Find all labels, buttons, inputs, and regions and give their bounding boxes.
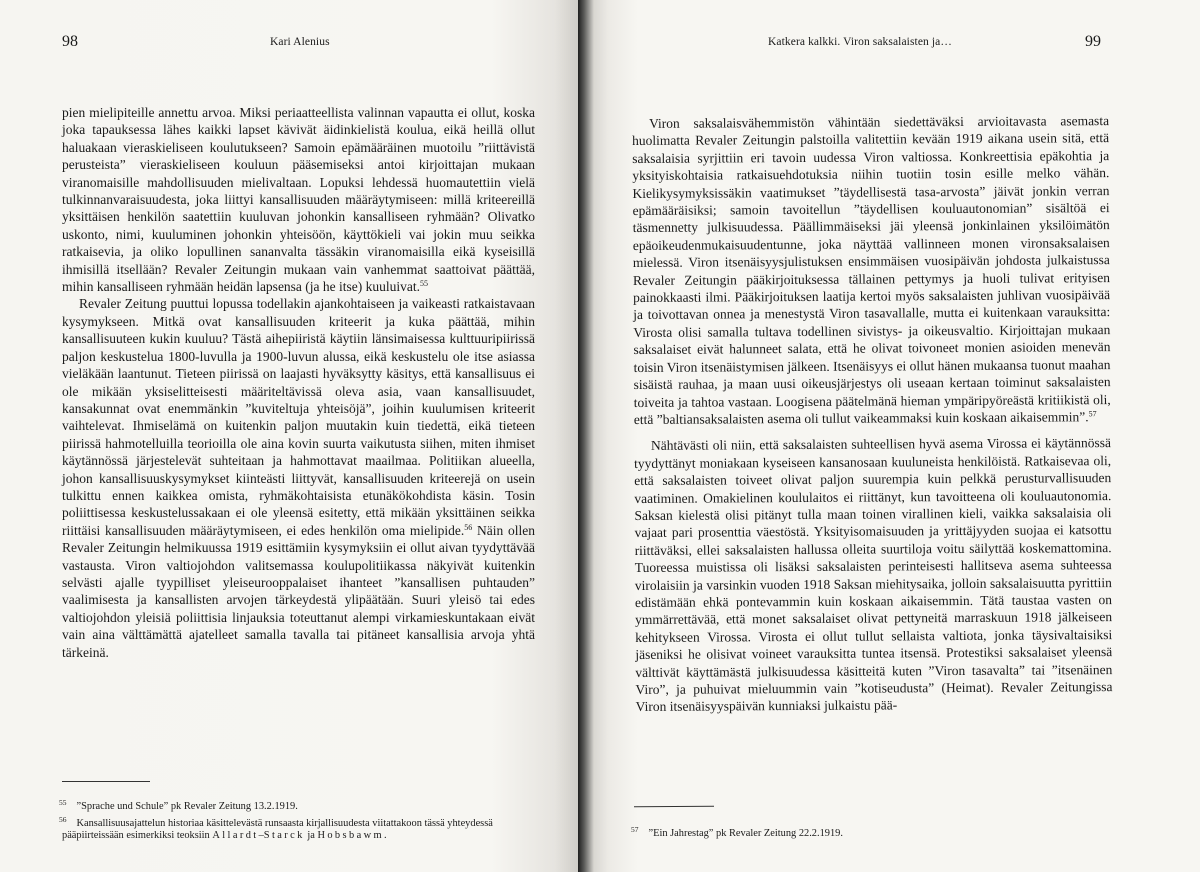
paragraph bbox=[62, 295, 535, 661]
paragraph bbox=[62, 104, 535, 295]
paragraph-text: pien mielipiteille annettu arvoa. Miksi periaatteellista valinnan vapautta ei ollut, koska joka tapauksessa lähes kaikki lapset kävivät äidinkielistä koulua, eikä heillä ollut haluakaan vieraskieliseen koulutukseen? Samoin epämääräinen muotoilu ”riittävistä perusteista” vieraskieliseen kouluun pääsemiseksi antoi kirjoittajan mukaan viranomaisille mahdollisuuden mielivaltaan. Lopuksi lehdessä huomautettiin vielä tulkinnanvaraisuudesta, joka liittyi kansallisuuden määräytymiseen: millä kriteereillä yksittäisen henkilön saatettiin kuuluvan johonkin kansalliseen ryhmään? Olivatko uskonto, nimi, kuuluminen johonkin yhteisöön, käyttökieli vai jokin muu seikka ratkaisevia, ja oliko lopullinen sananvalta tässäkin viranomaisilla eikä kyseisillä ihmisillä itsellään? Revaler Zeitungin mukaan vain vanhemmat saattoivat päättää, mihin kansalliseen ryhmään heidän lapsensa (ja he itse) kuuluivat. bbox=[62, 105, 535, 295]
running-head: Katkera kalkki. Viron saksalaisten ja… bbox=[768, 36, 952, 48]
footnote-text: ”Sprache und Schule” pk Revaler Zeitung 13.2.1919. bbox=[76, 801, 298, 812]
paragraph-text: Näin ollen Revaler Zeitungin helmikuussa 1919 esittämiin kysymyksiin ei ollut aivan tyydyttävää vastausta. Viron valtiojohdon valitsemassa koulupolitiikassa näkyivät kuitenkin selvästi ajalle tyypilliset yleiseurooppalaiset ihanteet ”kansallisen puhtauden” vaalimisesta ja kansallisten arvojen tärkeydestä ylipäätään. Suuri yleisö tai edes valtiojohdon yleisiä poliittisia linjauksia toteuttanut alempi virkamieskuntakaan eivät vain aina välttämättä ajatelleet samalla tavalla tai pitäneet kansallisia arvoja yhtä tärkeinä. bbox=[62, 522, 535, 660]
right-page bbox=[578, 0, 1200, 872]
footnote-mark: 55 bbox=[59, 798, 67, 807]
footnote-ref: 57 bbox=[1088, 409, 1097, 419]
running-head: Kari Alenius bbox=[270, 36, 330, 48]
footnote-ref: 56 bbox=[464, 522, 473, 532]
footnote-mark: 57 bbox=[631, 825, 639, 834]
paragraph-text: Viron saksalaisvähemmistön vähintään siedettäväksi arvioitavasta asemasta huolimatta Revaler Zeitungin palstoilla valitettiin kevään 1919 aikana usein sitä, että saksalaisia syrjittiin eri tavoin uudessa Viron valtiossa. Konkreettisia epäkohtia ja yksityiskohtaisia ratkaisuehdotuksia niihin tuotiin tosin esille melko vähän. Kielikysymyksissäkin vaatimukset ”täydellisestä tasa-arvosta” jäivät jonkin verran epämääräisiksi; samoin tavoitellun ”täydellisen kouluautonomian” sisältöä ei täsmennetty julkisuudessa. Päällimmäiseksi jäi yleensä jonkinlainen yksilöimätön epäoikeudenmukaisuudentunne, joka näyttää vallinneen monen vironsaksalaisen mielessä. Viron itsenäisyysjulistuksen ensimmäisen vuosipäivän johdosta julkaistussa Revaler Zeitungin pääkirjoituksessa tällainen pettymys ja huoli tulivat erityisen painokkaasti ilmi. Pääkirjoituksen laatija kertoi myös saksalaisten juhlivan vuosipäivää ja toivottavan onnea ja menestystä Viron tasavallalle, mutta ei kuitenkaan varauksitta: Virosta olisi samalla tultava todellinen sivistys- ja oikeusvaltio. Kirjoittajan mukaan saksalaiset eivät halunneet salata, että he olivat toivoneet monien asioiden menevän toisin Viron itsenäistymisen jälkeen. Itsenäisyys ei ollut hänen mukaansa tuonut maahan sisäistä rauhaa, ja maan uusi oikeusjärjestys oli useaan kertaan toiminut saksalaisten toiveita ja tahtoa vastaan. Loogisena päätelmänä hieman ympäripyöreästä kritiikistä oli, että ”baltiansaksalaisten asema oli tullut vaikeammaksi kuin koskaan aikaisemmin”. bbox=[632, 113, 1111, 427]
footnote-text: – bbox=[258, 830, 264, 842]
footnotes bbox=[59, 797, 532, 843]
author-name: Hobsbawm bbox=[317, 830, 384, 842]
footnote-ref: 55 bbox=[420, 279, 429, 289]
body-text bbox=[632, 112, 1113, 716]
author-name: Allardt bbox=[212, 830, 259, 842]
page-number: 98 bbox=[62, 33, 78, 50]
left-page bbox=[0, 0, 578, 872]
paragraph bbox=[634, 434, 1113, 715]
body-text bbox=[62, 104, 535, 661]
footnotes bbox=[631, 824, 1034, 841]
page-number: 99 bbox=[1085, 33, 1101, 50]
footnote bbox=[59, 814, 532, 843]
paragraph bbox=[632, 112, 1111, 428]
footnote-mark: 56 bbox=[59, 814, 67, 824]
footnote-text: ja bbox=[304, 830, 318, 842]
footnote-rule bbox=[634, 806, 714, 807]
footnote-rule bbox=[62, 781, 150, 782]
author-name: Starck bbox=[263, 830, 305, 842]
footnote bbox=[631, 824, 1034, 841]
footnote-text: . bbox=[383, 830, 387, 842]
paragraph-text: Revaler Zeitung puuttui lopussa todellakin ajankohtaiseen ja vaikeasti ratkaistavaan kysymykseen. Mitkä ovat kansallisuuden kriteerit ja kuka päättää, mihin kansallisuuteen kukin kuuluu? Tästä aihepiiristä käytiin länsimaisessa kulttuuripiirissä paljon keskustelua 1800-luvulla ja 1900-luvun alussa, eikä keskustelu ole itse asiassa vieläkään laantunut. Tieteen piirissä on laajasti hyväksytty käsitys, että kansallisuus ei ole mikään yksiselitteisesti määriteltävissä oleva asia, vaan kansallisuudet, kansakunnat ovat enemmänkin ”kuviteltuja yhteisöjä”, joihin kuulumisen kriteerit vaihtelevat. Ihmiselämä on kuitenkin paljon muutakin kuin tiedettä, eikä tieteen piirissä hahmotelluilla teorioilla ole aina kovin suurta vaikutusta siihen, miten ihmiset käytännössä järjestelevät suhteitaan ja hahmottavat maailmaa. Politiikan alueella, johon kansallisuuskysymykset kiinteästi liittyvät, kansallisuuden kriteerejä on usein tulkittu ennen kaikkea omista, ryhmäkohtaisista etunäkökohdista käsin. Tosin poliittisessa keskustelussakaan ei ole yleensä esitetty, että mikään yksittäinen seikka riittäisi kansallisuuden määräytymiseen, ei edes henkilön oma mielipide. bbox=[62, 296, 535, 538]
footnote-text: Kansallisuusajattelun historiaa käsittelevästä runsaasta kirjallisuudesta viitattakoon tässä yhteydessä pääpiirteissään esimerkiksi teoksiin bbox=[62, 817, 493, 842]
paragraph-text: Nähtävästi oli niin, että saksalaisten suhteellisen hyvä asema Virossa ei käytännössä tyydyttänyt moniakaan kyseiseen kansanosaan kuuluneista henkilöistä. Ratkaisevaa oli, että saksalaisten toiveet olivat paljon suurempia kuin pelkkä perusturvallisuuden vaatiminen. Omakielinen koululaitos ei riittänyt, kun tavoitteena oli kouluautonomia. Saksan kielestä olisi pitänyt tulla maan toinen virallinen kieli, vaikka saksalaisia oli vajaat pari prosenttia väestöstä. Yksityisomaisuuden ja yrittäjyyden suojaa ei katsottu riittäväksi, ellei saksalaisten hallussa olleita suurtiloja voitu säilyttää koskemattomina. Tuoreessa muistissa oli lisäksi saksalaisten perinteisesti hallitseva asema suhteessa virolaisiin ja varsinkin vuoden 1918 Saksan miehitysaika, jolloin saksalaisuutta pyrittiin edistämään ehkä pontevammin kuin koskaan aikaisemmin. Tätä taustaa vasten on ymmärrettävää, että monet saksalaiset olivat pettyneitä marraskuun 1918 jälkeiseen kehitykseen Virossa. Virosta ei ollut tullut sellaista valtiota, jonka täysivaltaisiksi jäseniksi he olisivat voineet varauksitta tuntea itsensä. Protestiksi saksalaiset yleensä välttivät käyttämästä julkisuudessa käsitteitä kuten ”Viron tasavalta” tai ”itsenäinen Viro”, ja puhuivat mieluummin vain ”kotiseudusta” (Heimat). Revaler Zeitungissa Viron itsenäisyyspäivän kunniaksi julkaistu pää- bbox=[634, 435, 1113, 715]
footnote bbox=[59, 797, 532, 814]
footnote-text: ”Ein Jahrestag” pk Revaler Zeitung 22.2.1919. bbox=[648, 828, 843, 839]
